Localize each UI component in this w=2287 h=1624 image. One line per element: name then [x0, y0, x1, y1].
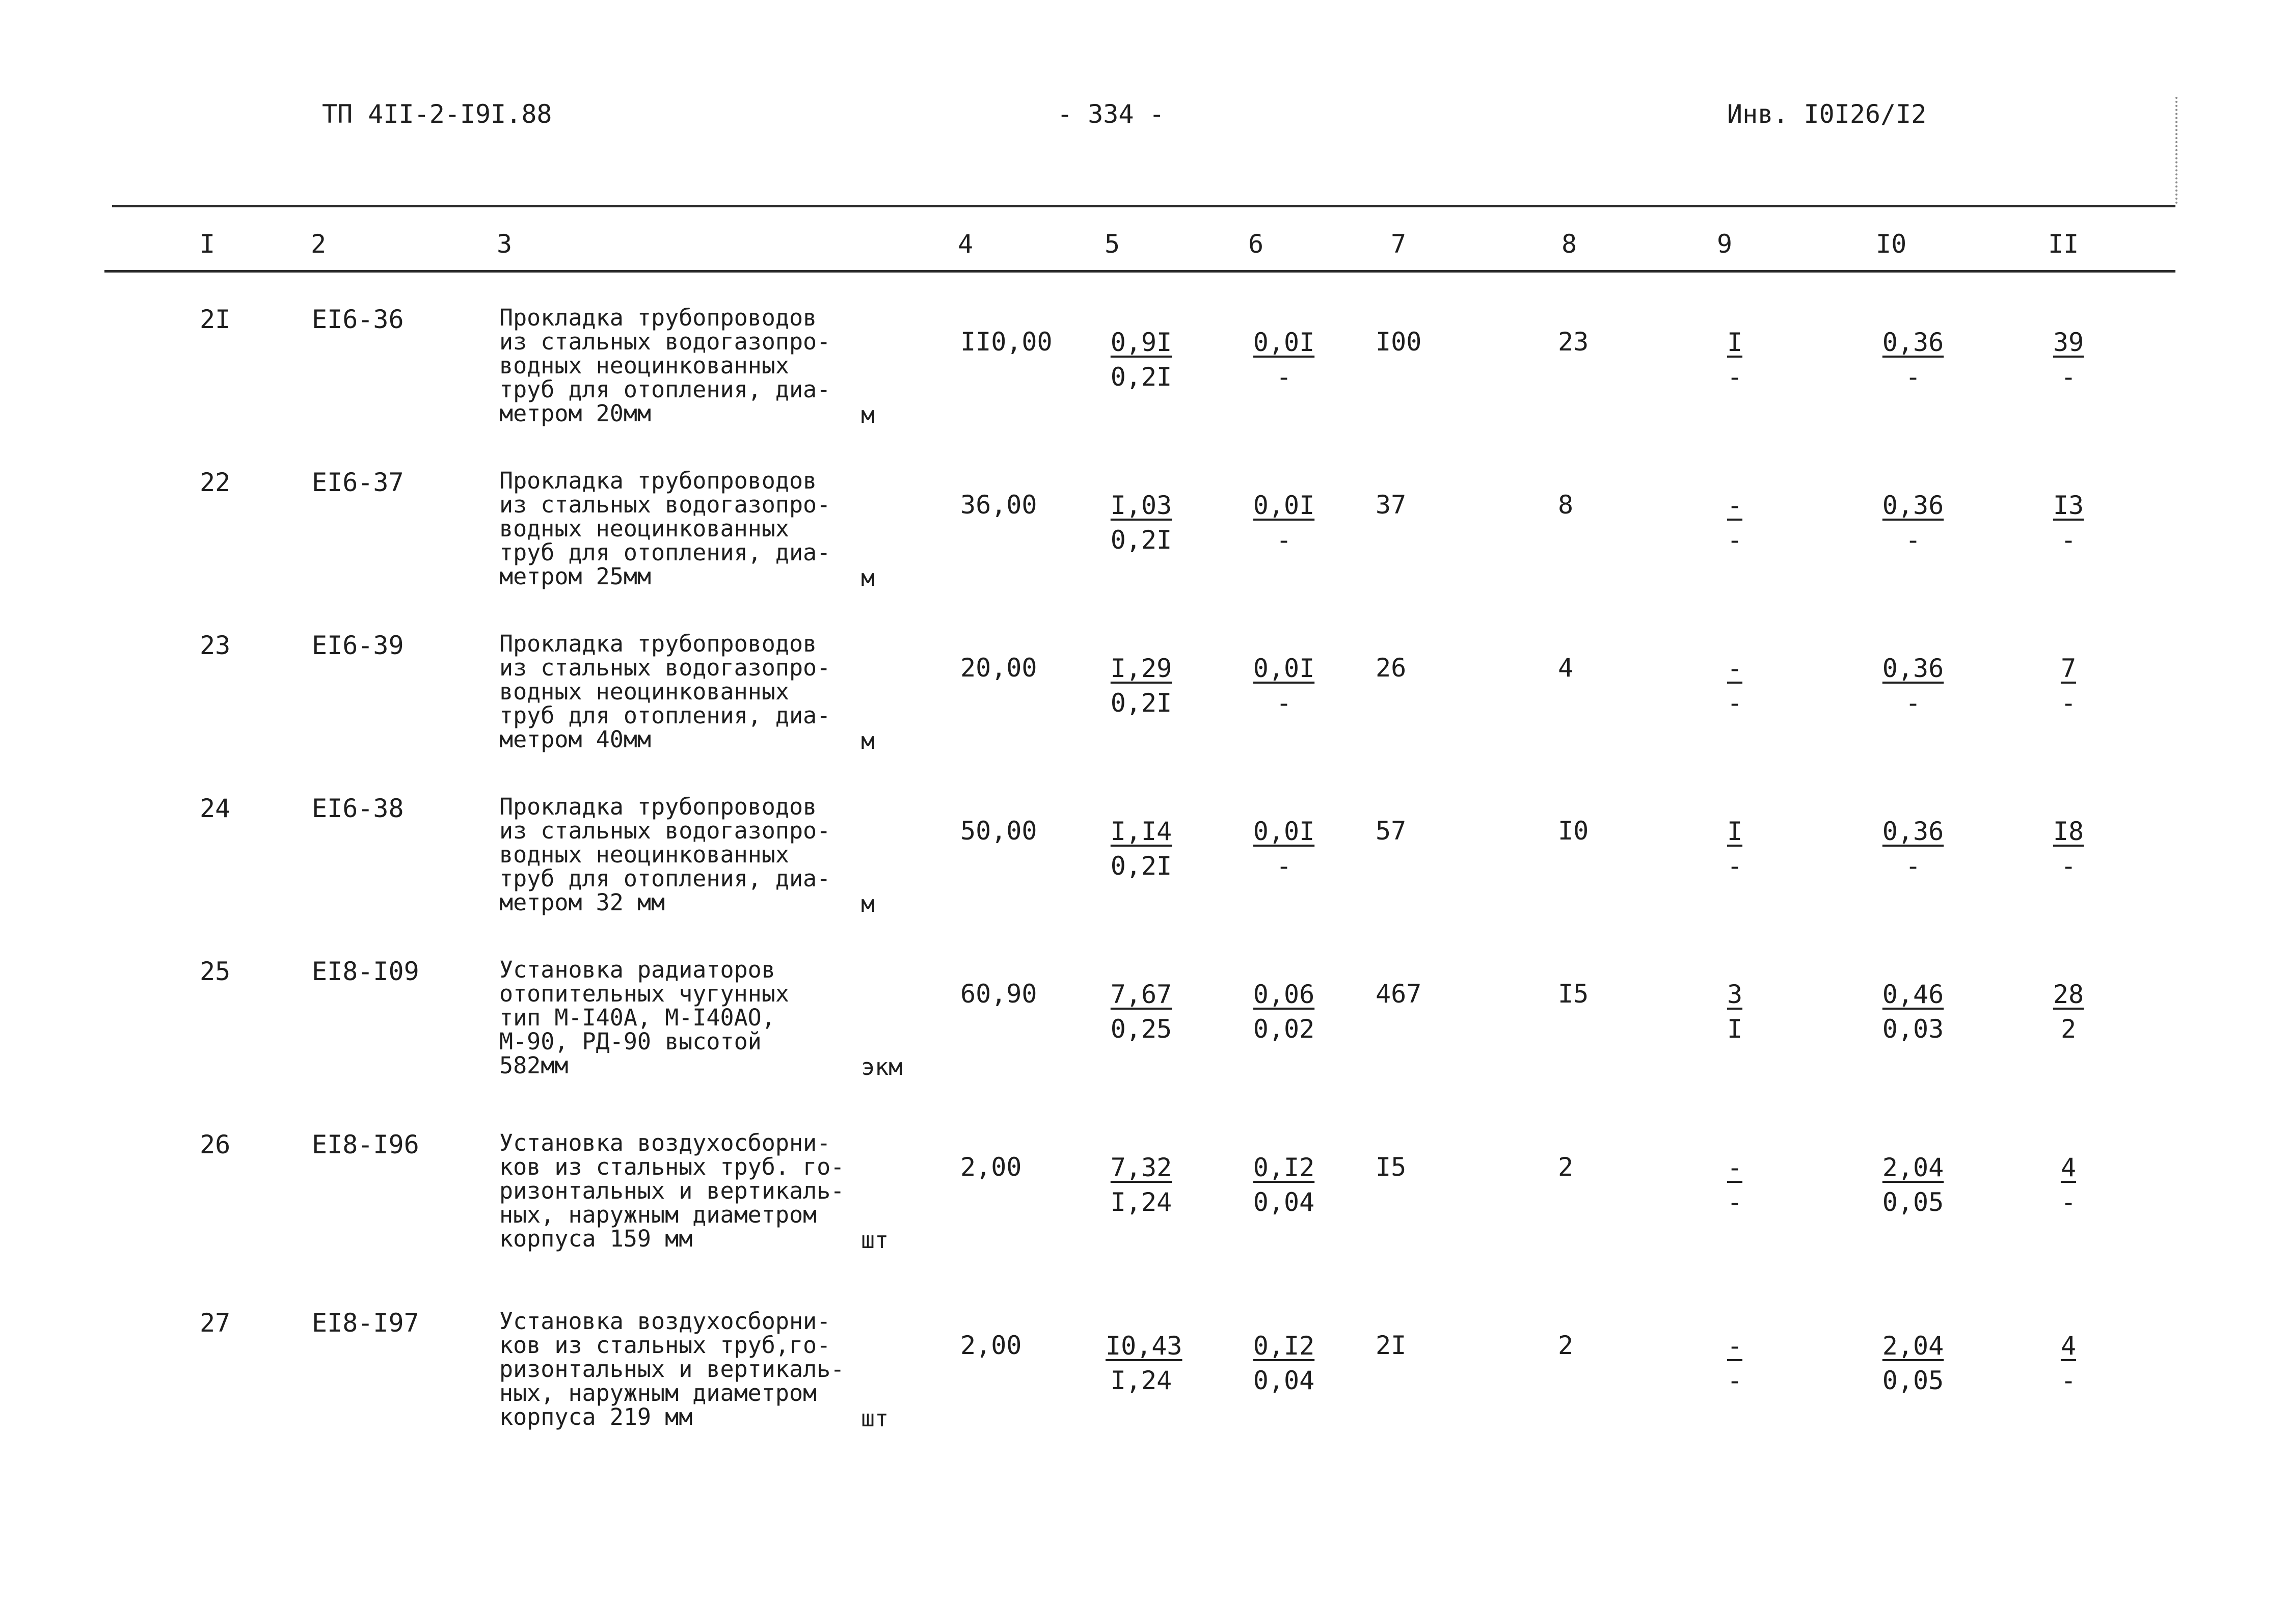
description-line: Прокладка трубопроводов	[499, 467, 817, 494]
denominator: -	[1727, 851, 1743, 881]
denominator: 0,02	[1253, 1014, 1315, 1044]
description-line: Установка радиаторов	[499, 956, 775, 983]
description-line: ризонтальных и вертикаль-	[499, 1356, 845, 1383]
description-line: ных, наружным диаметром	[499, 1379, 817, 1406]
description-line: труб для отопления, диа-	[499, 702, 831, 729]
fraction-cell-c11	[2033, 651, 2104, 720]
numerator: 7,67	[1110, 980, 1172, 1009]
unit-of-measure: шт	[861, 1405, 889, 1432]
numerator: 0,0I	[1253, 817, 1315, 846]
numerator: -	[1727, 1153, 1743, 1182]
numerator: 2,04	[1882, 1331, 1944, 1361]
description-line: из стальных водогазопро-	[499, 654, 831, 681]
description-line: из стальных водогазопро-	[499, 491, 831, 518]
denominator: -	[1727, 688, 1743, 718]
description-line: Установка воздухосборни-	[499, 1308, 831, 1335]
numerator: I	[1727, 817, 1743, 846]
fraction-cell-c9	[1699, 1329, 1770, 1398]
fraction-cell-c10	[1877, 488, 1949, 557]
numerator: -	[1727, 491, 1743, 520]
description-line: М-90, РД-90 высотой	[499, 1028, 762, 1055]
denominator: I	[1727, 1014, 1743, 1044]
numerator: 4	[2060, 1331, 2077, 1361]
fraction-cell-c9	[1699, 651, 1770, 720]
unit-of-measure: м	[861, 564, 875, 591]
denominator: -	[2060, 688, 2077, 718]
numerator: I3	[2053, 491, 2084, 520]
denominator: 0,2I	[1110, 362, 1172, 392]
unit-of-measure: шт	[861, 1227, 889, 1254]
description-line: метром 25мм	[499, 563, 652, 590]
description-line: труб для отопления, диа-	[499, 376, 831, 403]
fraction-cell-c6	[1248, 651, 1320, 720]
fraction-cell-c10	[1877, 977, 1949, 1046]
column-number: 3	[497, 229, 513, 259]
fraction-cell-c5	[1106, 1150, 1177, 1220]
denominator: -	[1727, 362, 1743, 392]
row-number: 25	[200, 957, 231, 986]
numerator: 0,36	[1882, 654, 1944, 683]
quantity-value: 60,90	[960, 979, 1037, 1009]
work-description	[499, 306, 830, 425]
numerator: I8	[2053, 817, 2084, 846]
numerator: 0,I2	[1253, 1331, 1315, 1361]
numerator: I,29	[1110, 654, 1172, 683]
fraction-cell-c10	[1877, 651, 1949, 720]
work-description	[499, 469, 830, 588]
fraction-cell-c11	[2033, 488, 2104, 557]
denominator: -	[1727, 525, 1743, 555]
description-line: ных, наружным диаметром	[499, 1201, 817, 1228]
fraction-cell-c11	[2033, 1329, 2104, 1398]
row-number: 24	[200, 794, 231, 823]
numerator: -	[1727, 1331, 1743, 1361]
fraction-cell-c5	[1106, 488, 1177, 557]
denominator: -	[2060, 1366, 2077, 1395]
row-number: 26	[200, 1130, 231, 1159]
rate-code: EI8-I97	[312, 1308, 419, 1338]
quantity-value: 20,00	[960, 653, 1037, 683]
column-number: 6	[1248, 229, 1264, 259]
column-number: 2	[311, 229, 327, 259]
description-line: корпуса 159 мм	[499, 1225, 693, 1252]
denominator: -	[1905, 851, 1921, 881]
denominator: -	[1905, 525, 1921, 555]
fraction-cell-c6	[1248, 814, 1320, 883]
rate-code: EI8-I96	[312, 1130, 419, 1159]
fraction-cell-c10	[1877, 1329, 1949, 1398]
denominator: I,24	[1110, 1187, 1172, 1217]
denominator: 0,05	[1882, 1366, 1944, 1395]
column-number: I	[200, 229, 216, 259]
fraction-cell-c9	[1699, 325, 1770, 394]
fraction-cell-c10	[1877, 325, 1949, 394]
rate-code: EI6-37	[312, 468, 404, 497]
description-line: ризонтальных и вертикаль-	[499, 1177, 845, 1204]
rate-code: EI6-36	[312, 305, 404, 334]
denominator: -	[1276, 851, 1292, 881]
denominator: -	[1276, 688, 1292, 718]
rate-code: EI8-I09	[312, 957, 419, 986]
denominator: 0,04	[1253, 1366, 1315, 1395]
quantity-value: 50,00	[960, 816, 1037, 846]
denominator: 0,2I	[1110, 525, 1172, 555]
denominator: -	[1276, 525, 1292, 555]
work-description	[499, 795, 830, 914]
numerator: 0,46	[1882, 980, 1944, 1009]
denominator: 0,25	[1110, 1014, 1172, 1044]
description-line: метром 20мм	[499, 400, 652, 427]
row-number: 27	[200, 1308, 231, 1338]
numerator: 0,36	[1882, 328, 1944, 357]
row-number: 22	[200, 468, 231, 497]
description-line: Установка воздухосборни-	[499, 1129, 831, 1156]
column-8-value: 4	[1558, 653, 1574, 683]
description-line: труб для отопления, диа-	[499, 539, 831, 566]
fraction-cell-c10	[1877, 814, 1949, 883]
column-number: 9	[1717, 229, 1733, 259]
unit-of-measure: м	[861, 401, 875, 428]
denominator: -	[2060, 1187, 2077, 1217]
description-line: водных неоцинкованных	[499, 352, 789, 379]
numerator: 4	[2060, 1153, 2077, 1182]
numerator: 0,36	[1882, 817, 1944, 846]
fraction-cell-c5	[1106, 977, 1177, 1046]
fraction-cell-c5	[1106, 814, 1177, 883]
column-7-value: 57	[1376, 816, 1407, 846]
description-line: ков из стальных труб,го-	[499, 1332, 831, 1359]
column-number: 7	[1391, 229, 1407, 259]
numerator: 7	[2060, 654, 2077, 683]
numerator: 7,32	[1110, 1153, 1172, 1182]
column-number: 8	[1562, 229, 1577, 259]
column-7-value: I5	[1376, 1152, 1407, 1182]
column-8-value: 2	[1558, 1331, 1574, 1360]
column-8-value: I5	[1558, 979, 1589, 1009]
description-line: из стальных водогазопро-	[499, 328, 831, 355]
fraction-cell-c11	[2033, 1150, 2104, 1220]
column-7-value: 2I	[1376, 1331, 1407, 1360]
denominator: 0,05	[1882, 1187, 1944, 1217]
table-header-rule	[104, 270, 2175, 273]
numerator: -	[1727, 654, 1743, 683]
column-number: I0	[1876, 229, 1907, 259]
denominator: -	[1905, 688, 1921, 718]
numerator: 0,06	[1253, 980, 1315, 1009]
unit-of-measure: экм	[861, 1053, 903, 1080]
margin-scan-mark	[2175, 97, 2180, 204]
page-number: - 334 -	[1057, 99, 1165, 129]
quantity-value: II0,00	[960, 327, 1053, 357]
table-top-rule	[112, 205, 2175, 207]
description-line: метром 32 мм	[499, 889, 665, 916]
denominator: 0,2I	[1110, 851, 1172, 881]
description-line: водных неоцинкованных	[499, 515, 789, 542]
fraction-cell-c9	[1699, 814, 1770, 883]
numerator: 0,36	[1882, 491, 1944, 520]
denominator: -	[2060, 851, 2077, 881]
denominator: -	[2060, 525, 2077, 555]
denominator: -	[1276, 362, 1292, 392]
column-8-value: I0	[1558, 816, 1589, 846]
fraction-cell-c5	[1106, 1329, 1182, 1398]
denominator: -	[1727, 1187, 1743, 1217]
column-7-value: I00	[1376, 327, 1422, 357]
description-line: Прокладка трубопроводов	[499, 630, 817, 657]
work-description	[499, 1131, 844, 1251]
fraction-cell-c6	[1248, 1329, 1320, 1398]
denominator: 0,2I	[1110, 688, 1172, 718]
document-code: ТП 4II-2-I9I.88	[322, 99, 552, 129]
fraction-cell-c11	[2033, 814, 2104, 883]
row-number: 23	[200, 631, 231, 660]
fraction-cell-c6	[1248, 977, 1320, 1046]
column-7-value: 467	[1376, 979, 1422, 1009]
description-line: водных неоцинкованных	[499, 841, 789, 868]
fraction-cell-c9	[1699, 488, 1770, 557]
column-8-value: 8	[1558, 490, 1574, 520]
numerator: 28	[2053, 980, 2084, 1009]
work-description	[499, 632, 830, 751]
fraction-cell-c5	[1106, 651, 1177, 720]
denominator: -	[1727, 1366, 1743, 1395]
fraction-cell-c10	[1877, 1150, 1949, 1220]
unit-of-measure: м	[861, 727, 875, 754]
fraction-cell-c6	[1248, 488, 1320, 557]
denominator: 2	[2060, 1014, 2077, 1044]
work-description	[499, 958, 789, 1077]
fraction-cell-c6	[1248, 325, 1320, 394]
description-line: Прокладка трубопроводов	[499, 793, 817, 820]
column-number: 4	[958, 229, 974, 259]
column-8-value: 2	[1558, 1152, 1574, 1182]
fraction-cell-c11	[2033, 977, 2104, 1046]
quantity-value: 36,00	[960, 490, 1037, 520]
denominator: I,24	[1110, 1366, 1172, 1395]
description-line: тип М-I40А, М-I40АО,	[499, 1004, 775, 1031]
rate-code: EI6-38	[312, 794, 404, 823]
fraction-cell-c9	[1699, 977, 1770, 1046]
fraction-cell-c11	[2033, 325, 2104, 394]
rate-code: EI6-39	[312, 631, 404, 660]
description-line: отопительных чугунных	[499, 980, 789, 1007]
unit-of-measure: м	[861, 890, 875, 917]
column-7-value: 37	[1376, 490, 1407, 520]
quantity-value: 2,00	[960, 1331, 1022, 1360]
denominator: 0,04	[1253, 1187, 1315, 1217]
description-line: труб для отопления, диа-	[499, 865, 831, 892]
description-line: метром 40мм	[499, 726, 652, 753]
numerator: 0,0I	[1253, 491, 1315, 520]
description-line: из стальных водогазопро-	[499, 817, 831, 844]
fraction-cell-c5	[1106, 325, 1177, 394]
description-line: 582мм	[499, 1052, 569, 1079]
inventory-number: Инв. I0I26/I2	[1727, 99, 1927, 129]
numerator: 39	[2053, 328, 2084, 357]
numerator: 3	[1727, 980, 1743, 1009]
column-7-value: 26	[1376, 653, 1407, 683]
work-description	[499, 1309, 844, 1429]
description-line: ков из стальных труб. го-	[499, 1153, 845, 1180]
description-line: Прокладка трубопроводов	[499, 304, 817, 331]
numerator: 2,04	[1882, 1153, 1944, 1182]
numerator: I,I4	[1110, 817, 1172, 846]
fraction-cell-c6	[1248, 1150, 1320, 1220]
description-line: корпуса 219 мм	[499, 1403, 693, 1430]
numerator: 0,0I	[1253, 654, 1315, 683]
denominator: -	[1905, 362, 1921, 392]
denominator: 0,03	[1882, 1014, 1944, 1044]
description-line: водных неоцинкованных	[499, 678, 789, 705]
numerator: I	[1727, 328, 1743, 357]
denominator: -	[2060, 362, 2077, 392]
numerator: 0,0I	[1253, 328, 1315, 357]
row-number: 2I	[200, 305, 231, 334]
numerator: 0,9I	[1110, 328, 1172, 357]
column-8-value: 23	[1558, 327, 1589, 357]
column-number: 5	[1105, 229, 1120, 259]
fraction-cell-c9	[1699, 1150, 1770, 1220]
numerator: 0,I2	[1253, 1153, 1315, 1182]
column-number: II	[2048, 229, 2079, 259]
quantity-value: 2,00	[960, 1152, 1022, 1182]
numerator: I,03	[1110, 491, 1172, 520]
numerator: I0,43	[1106, 1331, 1182, 1361]
